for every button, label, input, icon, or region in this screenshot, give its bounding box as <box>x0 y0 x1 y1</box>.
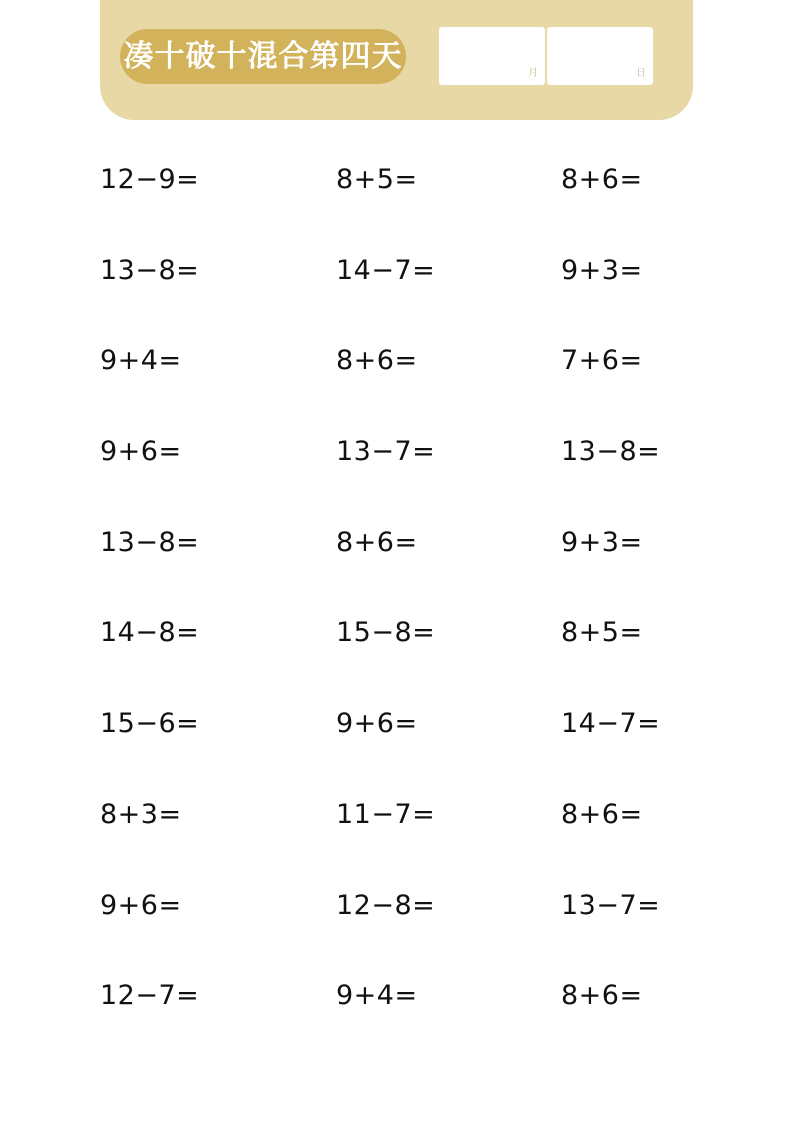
math-problem: 15−6= <box>100 708 200 739</box>
math-problem: 9+4= <box>100 345 182 376</box>
math-problem: 9+3= <box>561 527 643 558</box>
math-problem: 12−9= <box>100 164 200 195</box>
math-problem: 12−7= <box>100 980 200 1011</box>
math-problem: 9+6= <box>100 436 182 467</box>
math-problem: 8+6= <box>561 164 643 195</box>
math-problem: 9+6= <box>336 708 418 739</box>
month-field[interactable] <box>445 33 519 77</box>
math-problem: 13−7= <box>336 436 436 467</box>
math-problem: 8+6= <box>336 527 418 558</box>
math-problem: 14−7= <box>336 255 436 286</box>
math-problem: 14−7= <box>561 708 661 739</box>
math-problem: 13−8= <box>100 527 200 558</box>
day-box <box>547 27 653 85</box>
month-unit-label: 月 <box>528 68 538 79</box>
math-problem: 9+6= <box>100 890 182 921</box>
math-problem: 14−8= <box>100 617 200 648</box>
math-problem: 13−8= <box>561 436 661 467</box>
math-problem: 15−8= <box>336 617 436 648</box>
header-band <box>100 0 693 120</box>
math-problem: 8+6= <box>336 345 418 376</box>
math-problem: 7+6= <box>561 345 643 376</box>
math-problem: 8+5= <box>561 617 643 648</box>
day-unit-label: 日 <box>636 68 646 79</box>
math-problem: 8+5= <box>336 164 418 195</box>
math-problem: 9+3= <box>561 255 643 286</box>
math-problem: 13−8= <box>100 255 200 286</box>
math-problem: 11−7= <box>336 799 436 830</box>
math-problem: 8+6= <box>561 799 643 830</box>
math-problem: 12−8= <box>336 890 436 921</box>
math-problem: 13−7= <box>561 890 661 921</box>
math-problem: 8+3= <box>100 799 182 830</box>
day-field[interactable] <box>553 33 627 77</box>
math-problem: 8+6= <box>561 980 643 1011</box>
month-box <box>439 27 545 85</box>
page-title: 凑十破十混合第四天 <box>120 29 406 84</box>
math-problem: 9+4= <box>336 980 418 1011</box>
